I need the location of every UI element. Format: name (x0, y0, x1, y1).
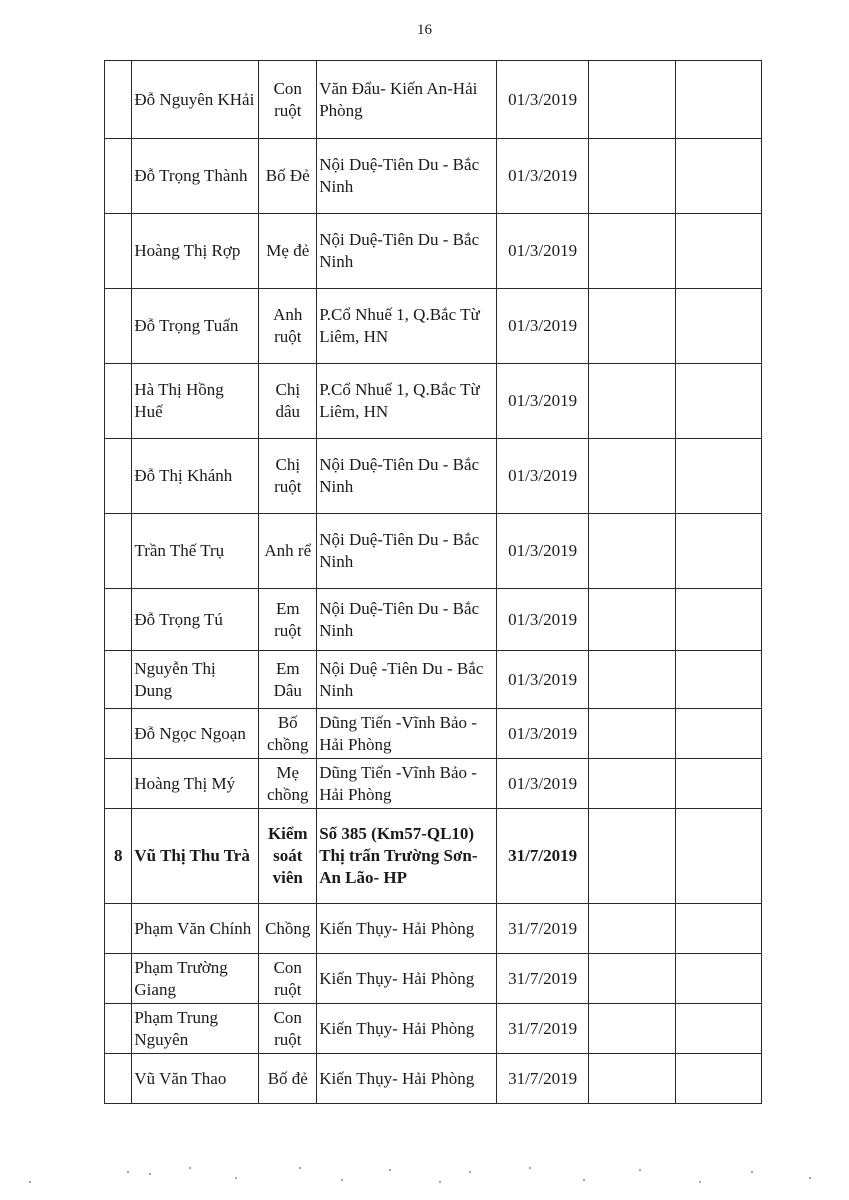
cell-extra-2 (675, 589, 761, 651)
cell-relation: Bố đẻ (259, 1054, 317, 1104)
cell-address: Kiến Thụy- Hải Phòng (317, 1004, 497, 1054)
cell-extra-1 (589, 809, 675, 904)
cell-address: Nội Duệ-Tiên Du - Bắc Ninh (317, 439, 497, 514)
cell-stt (105, 1054, 132, 1104)
cell-date: 01/3/2019 (496, 709, 588, 759)
cell-date: 01/3/2019 (496, 439, 588, 514)
cell-address: Kiến Thụy- Hải Phòng (317, 954, 497, 1004)
table-row (105, 364, 762, 439)
cell-extra-1 (589, 759, 675, 809)
cell-date: 01/3/2019 (496, 514, 588, 589)
cell-extra-1 (589, 589, 675, 651)
cell-name: Đỗ Thị Khánh (132, 439, 259, 514)
cell-name: Vũ Văn Thao (132, 1054, 259, 1104)
cell-relation: Bố Đẻ (259, 139, 317, 214)
cell-extra-2 (675, 651, 761, 709)
cell-relation: Anh ruột (259, 289, 317, 364)
cell-relation: Em ruột (259, 589, 317, 651)
cell-address: Văn Đẩu- Kiến An-Hải Phòng (317, 61, 497, 139)
table-row (105, 514, 762, 589)
cell-stt (105, 139, 132, 214)
cell-name: Hoàng Thị Rợp (132, 214, 259, 289)
table-row (105, 1054, 762, 1104)
cell-stt (105, 214, 132, 289)
cell-date: 31/7/2019 (496, 954, 588, 1004)
cell-relation: Anh rể (259, 514, 317, 589)
cell-extra-1 (589, 1004, 675, 1054)
cell-address: Kiến Thụy- Hải Phòng (317, 1054, 497, 1104)
cell-date: 01/3/2019 (496, 214, 588, 289)
table-row (105, 139, 762, 214)
cell-stt (105, 651, 132, 709)
table-row (105, 61, 762, 139)
cell-extra-1 (589, 214, 675, 289)
cell-extra-2 (675, 904, 761, 954)
table-row (105, 1004, 762, 1054)
cell-address: Nội Duệ -Tiên Du - Bắc Ninh (317, 651, 497, 709)
cell-stt (105, 1004, 132, 1054)
cell-relation: Chị ruột (259, 439, 317, 514)
cell-name: Đỗ Ngọc Ngoạn (132, 709, 259, 759)
cell-date: 01/3/2019 (496, 589, 588, 651)
cell-stt (105, 289, 132, 364)
table-row (105, 759, 762, 809)
table-row (105, 289, 762, 364)
table-row (105, 954, 762, 1004)
cell-relation: Con ruột (259, 61, 317, 139)
cell-name: Vũ Thị Thu Trà (132, 809, 259, 904)
cell-extra-1 (589, 364, 675, 439)
cell-extra-2 (675, 1004, 761, 1054)
cell-date: 01/3/2019 (496, 139, 588, 214)
cell-extra-2 (675, 289, 761, 364)
table-row (105, 214, 762, 289)
cell-date: 01/3/2019 (496, 61, 588, 139)
cell-name: Phạm Trung Nguyên (132, 1004, 259, 1054)
cell-name: Phạm Trường Giang (132, 954, 259, 1004)
cell-relation: Bố chồng (259, 709, 317, 759)
cell-extra-2 (675, 61, 761, 139)
cell-date: 01/3/2019 (496, 651, 588, 709)
cell-stt (105, 439, 132, 514)
cell-relation: Chồng (259, 904, 317, 954)
cell-extra-1 (589, 61, 675, 139)
cell-relation: Con ruột (259, 1004, 317, 1054)
cell-stt (105, 954, 132, 1004)
cell-stt (105, 759, 132, 809)
cell-relation: Con ruột (259, 954, 317, 1004)
cell-stt (105, 709, 132, 759)
table-row (105, 904, 762, 954)
cell-date: 31/7/2019 (496, 809, 588, 904)
cell-relation: Mẹ chồng (259, 759, 317, 809)
cell-date: 31/7/2019 (496, 1004, 588, 1054)
cell-name: Đỗ Trọng Thành (132, 139, 259, 214)
cell-extra-1 (589, 651, 675, 709)
cell-address: P.Cổ Nhuế 1, Q.Bắc Từ Liêm, HN (317, 289, 497, 364)
cell-name: Đỗ Trọng Tú (132, 589, 259, 651)
cell-extra-2 (675, 439, 761, 514)
cell-address: Nội Duệ-Tiên Du - Bắc Ninh (317, 214, 497, 289)
cell-relation: Em Dâu (259, 651, 317, 709)
cell-extra-1 (589, 709, 675, 759)
cell-extra-1 (589, 439, 675, 514)
cell-date: 31/7/2019 (496, 904, 588, 954)
cell-name: Hoàng Thị Mý (132, 759, 259, 809)
cell-extra-2 (675, 954, 761, 1004)
cell-extra-2 (675, 1054, 761, 1104)
cell-extra-2 (675, 809, 761, 904)
cell-address: Số 385 (Km57-QL10) Thị trấn Trường Sơn- An Lão- HP (317, 809, 497, 904)
table-row (105, 439, 762, 514)
cell-name: Nguyễn Thị Dung (132, 651, 259, 709)
cell-extra-2 (675, 514, 761, 589)
cell-stt: 8 (105, 809, 132, 904)
cell-stt (105, 61, 132, 139)
cell-name: Phạm Văn Chính (132, 904, 259, 954)
relatives-table (104, 60, 762, 1104)
cell-relation: Kiểm soát viên (259, 809, 317, 904)
table-row (105, 651, 762, 709)
cell-extra-1 (589, 904, 675, 954)
cell-extra-2 (675, 214, 761, 289)
cell-name: Đỗ Trọng Tuấn (132, 289, 259, 364)
cell-extra-2 (675, 139, 761, 214)
cell-extra-1 (589, 514, 675, 589)
cell-name: Hà Thị Hồng Huế (132, 364, 259, 439)
cell-address: Nội Duệ-Tiên Du - Bắc Ninh (317, 514, 497, 589)
cell-date: 01/3/2019 (496, 759, 588, 809)
cell-address: Kiến Thụy- Hải Phòng (317, 904, 497, 954)
cell-address: Nội Duệ-Tiên Du - Bắc Ninh (317, 589, 497, 651)
cell-date: 01/3/2019 (496, 364, 588, 439)
cell-date: 31/7/2019 (496, 1054, 588, 1104)
cell-relation: Chị dâu (259, 364, 317, 439)
cell-relation: Mẹ đẻ (259, 214, 317, 289)
cell-extra-1 (589, 1054, 675, 1104)
scan-noise-decoration (0, 1160, 849, 1190)
cell-address: Dũng Tiến -Vĩnh Bảo -Hải Phòng (317, 709, 497, 759)
page-number: 16 (417, 22, 432, 38)
table-row (105, 589, 762, 651)
cell-extra-1 (589, 139, 675, 214)
cell-stt (105, 364, 132, 439)
cell-name: Trần Thế Trụ (132, 514, 259, 589)
cell-address: Nội Duệ-Tiên Du - Bắc Ninh (317, 139, 497, 214)
cell-extra-2 (675, 759, 761, 809)
cell-extra-2 (675, 709, 761, 759)
cell-extra-1 (589, 954, 675, 1004)
cell-extra-1 (589, 289, 675, 364)
cell-stt (105, 904, 132, 954)
cell-date: 01/3/2019 (496, 289, 588, 364)
cell-address: Dũng Tiến -Vĩnh Bảo -Hải Phòng (317, 759, 497, 809)
table-row-staff (105, 809, 762, 904)
cell-stt (105, 589, 132, 651)
cell-extra-2 (675, 364, 761, 439)
cell-stt (105, 514, 132, 589)
table-row (105, 709, 762, 759)
cell-name: Đỗ Nguyên KHải (132, 61, 259, 139)
cell-address: P.Cổ Nhuế 1, Q.Bắc Từ Liêm, HN (317, 364, 497, 439)
